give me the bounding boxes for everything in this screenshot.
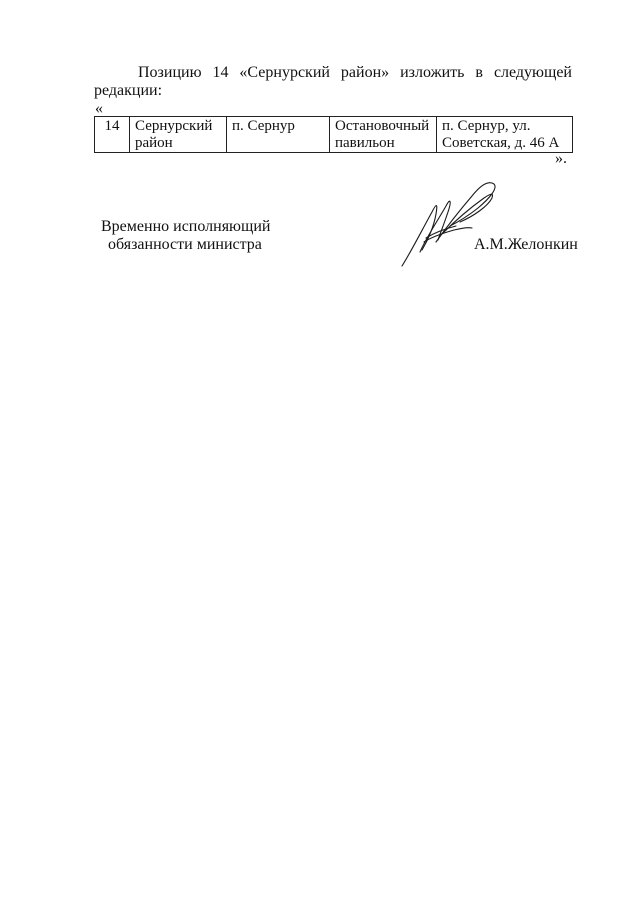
table-cell-object-type: Остановочный павильон bbox=[330, 117, 437, 153]
table-cell-address: п. Сернур, ул. Советская, д. 46 А bbox=[437, 117, 573, 153]
signer-position bbox=[101, 218, 270, 254]
table-row bbox=[95, 117, 573, 153]
signer-position-line2: обязанности министра bbox=[108, 236, 262, 253]
position-table bbox=[94, 116, 573, 153]
table-cell-settlement: п. Сернур bbox=[227, 117, 330, 153]
closing-quote: ». bbox=[555, 150, 567, 167]
table-cell-number: 14 bbox=[95, 117, 130, 153]
signer-name: А.М.Желонкин bbox=[474, 236, 578, 253]
signer-position-line1: Временно исполняющий bbox=[101, 218, 271, 235]
amendment-paragraph: Позицию 14 «Сернурский район» изложить в следующей редакции: bbox=[94, 64, 572, 99]
opening-quote: « bbox=[95, 100, 103, 117]
handwritten-signature bbox=[398, 178, 504, 272]
table-cell-district: Сернурский район bbox=[130, 117, 227, 153]
